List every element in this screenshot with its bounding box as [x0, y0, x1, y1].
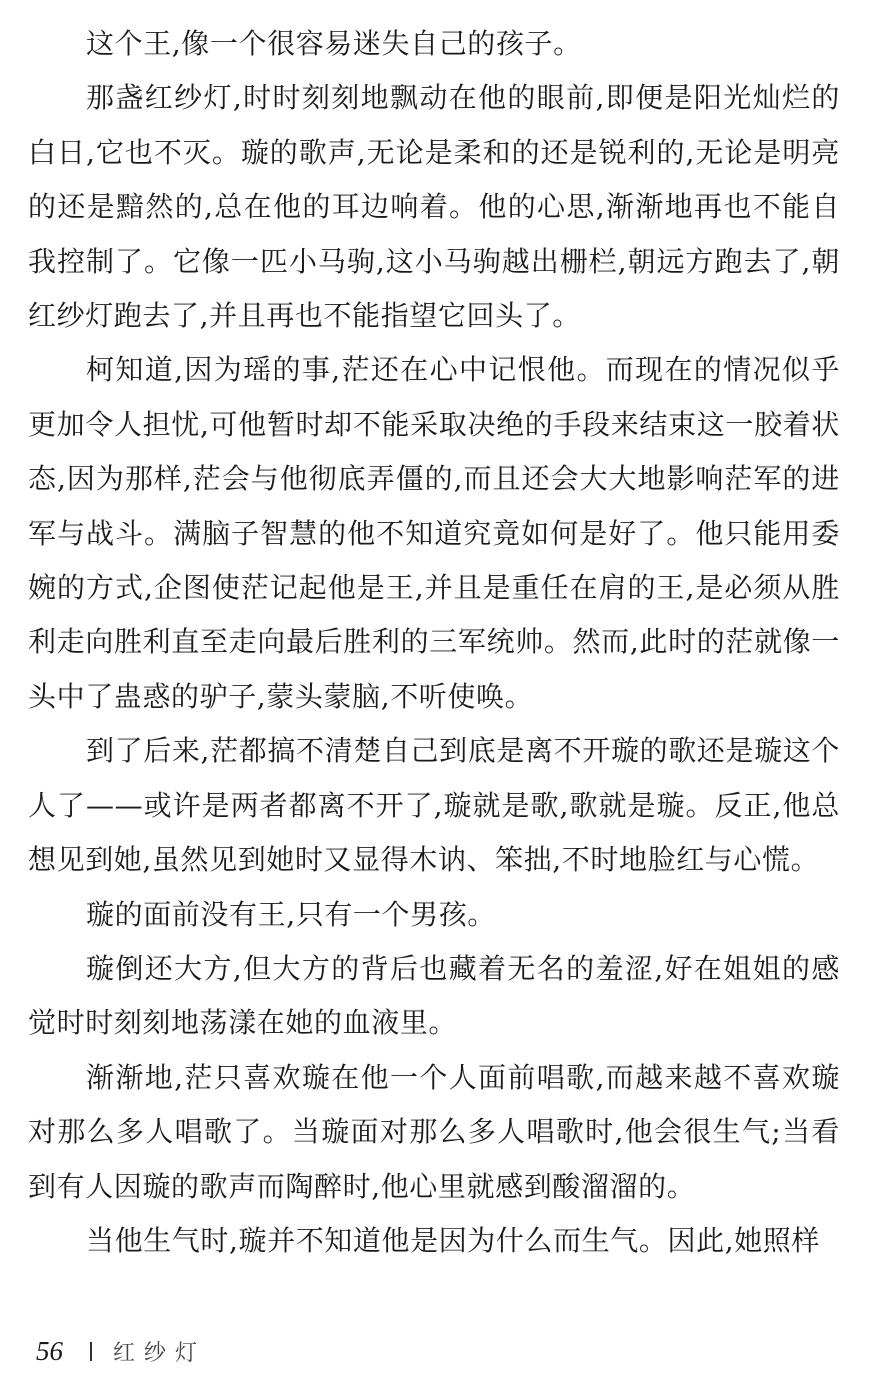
running-title: 红纱灯	[113, 1340, 207, 1366]
paragraph: 璇倒还大方,但大方的背后也藏着无名的羞涩,好在姐姐的感觉时时刻刻地荡漾在她的血液里。	[28, 951, 840, 1040]
page-footer	[36, 1334, 206, 1368]
paragraph: 渐渐地,茫只喜欢璇在他一个人面前唱歌,而越来越不喜欢璇对那么多人唱歌了。当璇面对那么多人唱歌时,他会很生气;当看到有人因璇的歌声而陶醉时,他心里就感到酸溜溜的。	[28, 1060, 840, 1203]
paragraph: 这个王,像一个很容易迷失自己的孩子。	[86, 27, 582, 60]
footer-divider	[90, 1342, 92, 1361]
page-number: 56	[36, 1335, 63, 1366]
paragraph: 璇的面前没有王,只有一个男孩。	[86, 897, 496, 931]
body-text	[28, 17, 840, 1268]
paragraph: 柯知道,因为瑶的事,茫还在心中记恨他。而现在的情况似乎更加令人担忧,可他暂时却不能采取决绝的手段来结束这一胶着状态,因为那样,茫会与他彻底弄僵的,而且还会大大地影响茫军的进军与战斗。满脑子智慧的他不知道究竟如何是好了。他只能用委婉的方式,企图使茫记起他是王,并且是重任在肩的王,是必须从胜利走向胜利直至走向最后胜利的三军统帅。然而,此时的茫就像一头中了蛊惑的驴子,蒙头蒙脑,不听使唤。	[28, 353, 840, 713]
paragraph: 到了后来,茫都搞不清楚自己到底是离不开璇的歌还是璇这个人了——或许是两者都离不开了,璇就是歌,歌就是璇。反正,他总想见到她,虽然见到她时又显得木讷、笨拙,不时地脸红与心慌。	[28, 734, 840, 877]
paragraph: 当他生气时,璇并不知道他是因为什么而生气。因此,她照样	[86, 1223, 821, 1257]
paragraph: 那盏红纱灯,时时刻刻地飘动在他的眼前,即便是阳光灿烂的白日,它也不灭。璇的歌声,无论是柔和的还是锐利的,无论是明亮的还是黯然的,总在他的耳边响着。他的心思,渐渐地再也不能自我控制了。它像一匹小马驹,这小马驹越出栅栏,朝远方跑去了,朝红纱灯跑去了,并且再也不能指望它回头了。	[28, 81, 840, 333]
